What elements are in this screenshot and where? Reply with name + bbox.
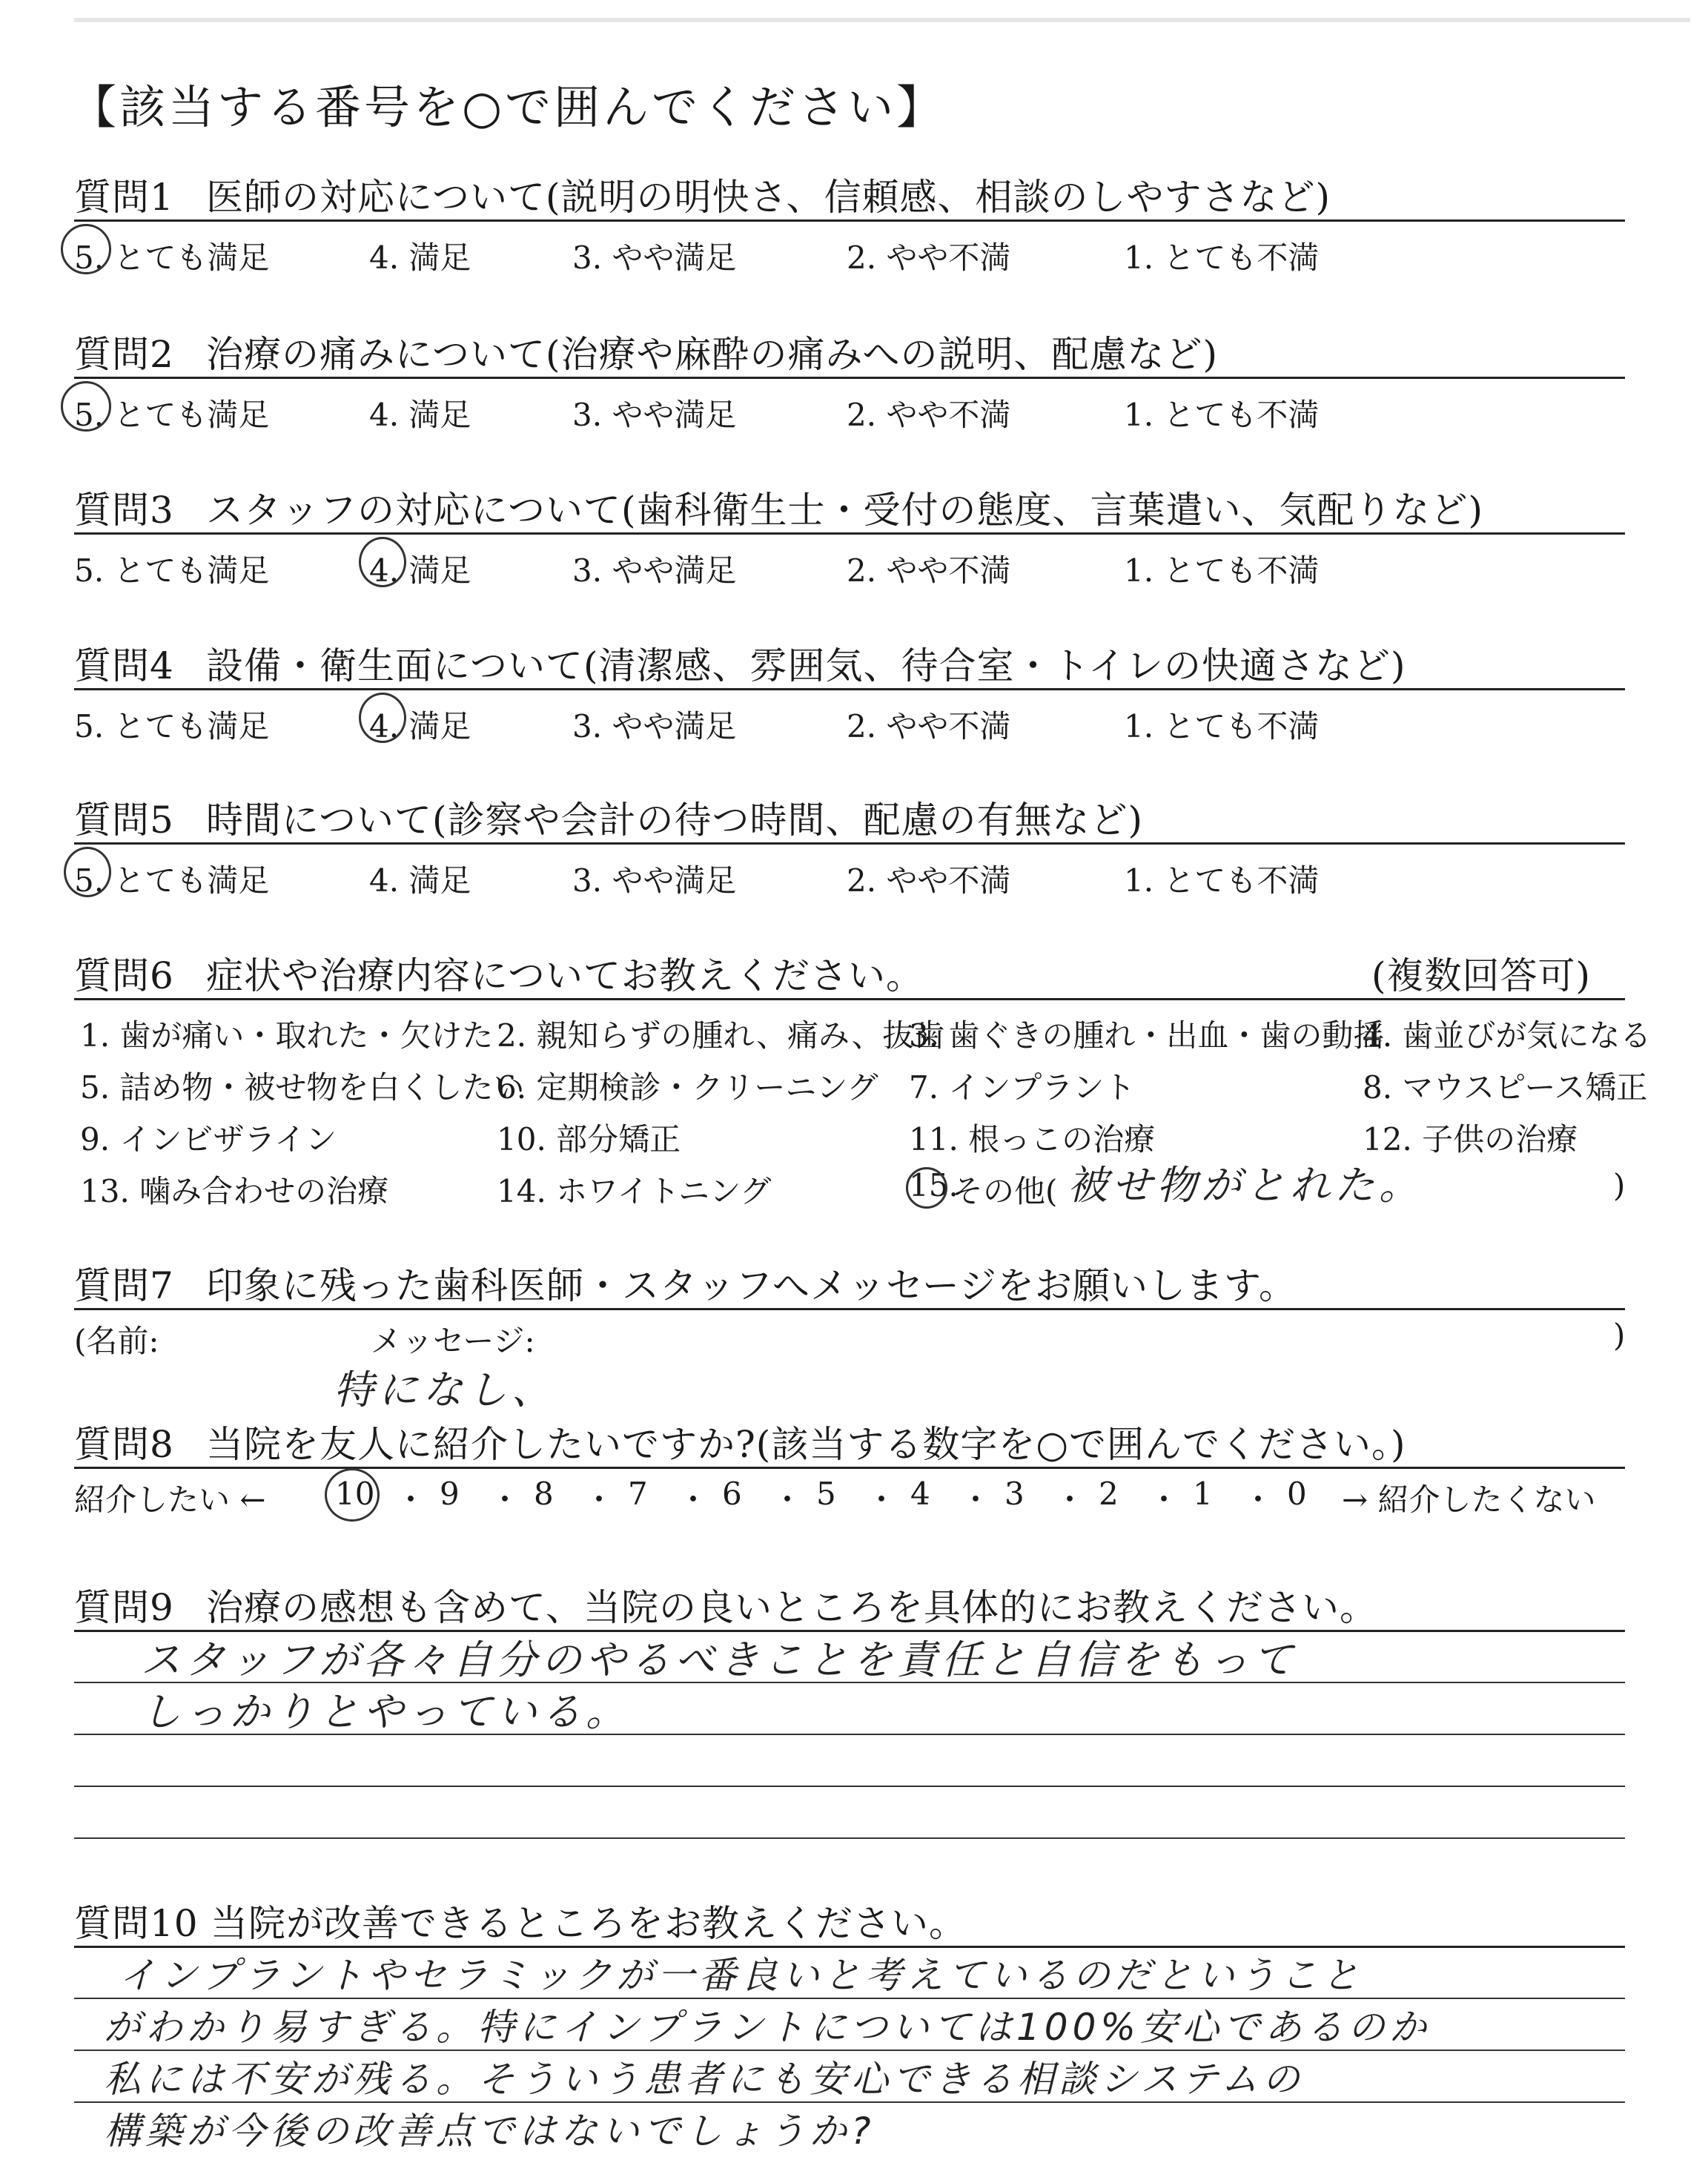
q8-number-1[interactable]: 1	[1193, 1476, 1213, 1512]
question-7-rule	[74, 1308, 1625, 1310]
question-1-title: 医師の対応について(説明の明快さ、信頼感、相談のしやすさなど)	[206, 176, 1331, 219]
question-10-title: 当院が改善できるところをお教えください。	[211, 1902, 967, 1945]
q6-option-14[interactable]: 14. ホワイトニング	[497, 1173, 772, 1209]
q6-option-1[interactable]: 1. 歯が痛い・取れた・欠けた	[80, 1017, 494, 1054]
q4-option-3[interactable]: 3. やや満足	[572, 708, 737, 744]
q2-option-5[interactable]: 5. とても満足	[74, 397, 270, 433]
q2-option-2[interactable]: 2. やや不満	[847, 397, 1011, 433]
question-4-label: 質問4	[74, 644, 174, 687]
q3-option-3[interactable]: 3. やや満足	[572, 552, 737, 589]
question-9-title: 治療の感想も含めて、当院の良いところを具体的にお教えください。	[206, 1586, 1377, 1629]
q3-option-4[interactable]: 4. 満足	[369, 552, 471, 589]
question-10-label: 質問10	[74, 1902, 199, 1945]
q8-number-3[interactable]: 3	[1004, 1476, 1025, 1512]
q8-separator: ・	[1242, 1482, 1274, 1518]
question-7-label: 質問7	[74, 1264, 174, 1307]
q1-option-2[interactable]: 2. やや不満	[847, 240, 1011, 276]
q8-left-label: 紹介したい ←	[74, 1482, 266, 1518]
q6-option-6[interactable]: 6. 定期検診・クリーニング	[497, 1069, 878, 1106]
q8-separator: ・	[772, 1482, 804, 1518]
question-8-label: 質問8	[74, 1423, 174, 1466]
q4-option-4[interactable]: 4. 満足	[369, 708, 471, 744]
q6-option-11[interactable]: 11. 根っこの治療	[909, 1121, 1156, 1157]
q8-separator: ・	[395, 1482, 427, 1518]
q6-option-7[interactable]: 7. インプラント	[909, 1069, 1136, 1106]
q1-option-1[interactable]: 1. とても不満	[1124, 240, 1320, 276]
q8-number-2[interactable]: 2	[1099, 1476, 1119, 1512]
q1-answer-circle	[61, 224, 111, 274]
q8-separator: ・	[583, 1482, 615, 1518]
question-6-label: 質問6	[74, 954, 174, 997]
q8-answer-circle	[325, 1468, 380, 1522]
q6-answer-circle	[906, 1167, 947, 1209]
q9-answer-line	[74, 1837, 1625, 1839]
q5-option-5[interactable]: 5. とても満足	[74, 862, 270, 899]
question-3-label: 質問3	[74, 489, 174, 532]
q6-option-12[interactable]: 12. 子供の治療	[1363, 1121, 1578, 1157]
q8-number-5[interactable]: 5	[816, 1476, 836, 1512]
q10-answer-line-2: がわかり易すぎる。特にインプラントについては100%安心であるのか	[104, 2006, 1431, 2049]
q7-message-label: メッセージ:	[371, 1323, 535, 1359]
q4-option-1[interactable]: 1. とても不満	[1124, 708, 1320, 744]
q8-number-9[interactable]: 9	[440, 1476, 460, 1512]
q6-option-8[interactable]: 8. マウスピース矯正	[1363, 1069, 1648, 1106]
q5-option-1[interactable]: 1. とても不満	[1124, 862, 1320, 899]
q9-answer-line-1: スタッフが各々自分のやるべきことを責任と自信をもって	[141, 1636, 1297, 1683]
q9-answer-line-2: しっかりとやっている。	[141, 1688, 630, 1735]
q8-number-10[interactable]: 10	[335, 1476, 375, 1512]
question-7-title: 印象に残った歯科医師・スタッフへメッセージをお願いします。	[206, 1264, 1297, 1307]
q4-answer-circle	[359, 693, 406, 743]
q6-other-close: )	[1613, 1167, 1626, 1203]
question-3-title: スタッフの対応について(歯科衛生士・受付の態度、言葉遣い、気配りなど)	[206, 489, 1484, 532]
q8-separator: ・	[866, 1482, 898, 1518]
question-5-rule	[74, 842, 1625, 845]
question-6-title: 症状や治療内容についてお教えください。	[206, 954, 924, 997]
q2-answer-circle	[61, 381, 111, 432]
scan-edge	[74, 18, 1690, 22]
q9-answer-line	[74, 1786, 1625, 1787]
question-6-rule	[74, 998, 1625, 1000]
question-4-title: 設備・衛生面について(清潔感、雰囲気、待合室・トイレの快適さなど)	[206, 644, 1406, 687]
q8-separator: ・	[678, 1482, 709, 1518]
q7-name-label: (名前:	[74, 1323, 159, 1359]
q10-answer-line-3: 私には不安が残る。そういう患者にも安心できる相談システムの	[104, 2058, 1304, 2101]
question-8-title: 当院を友人に紹介したいですか?(該当する数字を○で囲んでください。)	[206, 1423, 1406, 1466]
form-header: 【該当する番号を○で囲んでください】	[70, 80, 946, 134]
q6-option-3[interactable]: 3. 歯ぐきの腫れ・出血・歯の動揺	[909, 1017, 1385, 1054]
question-6-note: (複数回答可)	[1371, 954, 1592, 997]
q1-option-5[interactable]: 5. とても満足	[74, 240, 270, 276]
q6-option-5[interactable]: 5. 詰め物・被せ物を白くしたい	[80, 1069, 525, 1106]
q7-close: )	[1613, 1317, 1626, 1353]
q6-other-answer: 被せ物がとれた。	[1068, 1162, 1423, 1209]
question-2-label: 質問2	[74, 333, 174, 376]
question-2-title: 治療の痛みについて(治療や麻酔の痛みへの説明、配慮など)	[206, 333, 1219, 376]
q3-answer-circle	[359, 537, 406, 587]
q5-option-2[interactable]: 2. やや不満	[847, 862, 1011, 899]
question-1-rule	[74, 219, 1625, 222]
q4-option-5[interactable]: 5. とても満足	[74, 708, 270, 744]
q6-option-10[interactable]: 10. 部分矯正	[497, 1121, 681, 1157]
question-1-label: 質問1	[74, 176, 174, 219]
q8-number-6[interactable]: 6	[722, 1476, 742, 1512]
q10-answer-line-4: 構築が今後の改善点ではないでしょうか?	[104, 2110, 875, 2153]
q1-option-4[interactable]: 4. 満足	[369, 240, 471, 276]
q2-option-3[interactable]: 3. やや満足	[572, 397, 737, 433]
q6-option-15-label[interactable]: その他(	[952, 1173, 1058, 1209]
question-4-rule	[74, 688, 1625, 690]
q6-option-9[interactable]: 9. インビザライン	[80, 1121, 337, 1157]
q8-number-8[interactable]: 8	[534, 1476, 554, 1512]
q2-option-1[interactable]: 1. とても不満	[1124, 397, 1320, 433]
question-2-rule	[74, 377, 1625, 379]
q5-option-4[interactable]: 4. 満足	[369, 862, 471, 899]
q5-option-3[interactable]: 3. やや満足	[572, 862, 737, 899]
q4-option-2[interactable]: 2. やや不満	[847, 708, 1011, 744]
q2-option-4[interactable]: 4. 満足	[369, 397, 471, 433]
q8-number-0[interactable]: 0	[1287, 1476, 1307, 1512]
question-8-rule	[74, 1467, 1625, 1469]
q6-option-2[interactable]: 2. 親知らずの腫れ、痛み、抜歯	[497, 1017, 945, 1054]
q3-option-5[interactable]: 5. とても満足	[74, 552, 270, 589]
q8-number-7[interactable]: 7	[628, 1476, 648, 1512]
q6-option-4[interactable]: 4. 歯並びが気になる	[1363, 1017, 1652, 1054]
q8-number-4[interactable]: 4	[910, 1476, 930, 1512]
q8-separator: ・	[1054, 1482, 1086, 1518]
q6-option-15-number[interactable]: 15.	[909, 1167, 959, 1203]
q5-answer-circle	[64, 847, 111, 897]
q8-right-label: → 紹介したくない	[1342, 1482, 1596, 1518]
q8-separator: ・	[1148, 1482, 1180, 1518]
q10-answer-line-1: インプラントやセラミックが一番良いと考えているのだということ	[119, 1954, 1363, 1997]
question-5-title: 時間について(診察や会計の待つ時間、配慮の有無など)	[206, 799, 1144, 842]
q3-option-1[interactable]: 1. とても不満	[1124, 552, 1320, 589]
q3-option-2[interactable]: 2. やや不満	[847, 552, 1011, 589]
question-9-label: 質問9	[74, 1586, 174, 1629]
q8-separator: ・	[489, 1482, 521, 1518]
question-5-label: 質問5	[74, 799, 174, 842]
q6-option-13[interactable]: 13. 噛み合わせの治療	[80, 1173, 389, 1209]
q8-separator: ・	[960, 1482, 992, 1518]
q7-answer: 特になし、	[334, 1367, 556, 1413]
q1-option-3[interactable]: 3. やや満足	[572, 240, 737, 276]
question-3-rule	[74, 532, 1625, 535]
